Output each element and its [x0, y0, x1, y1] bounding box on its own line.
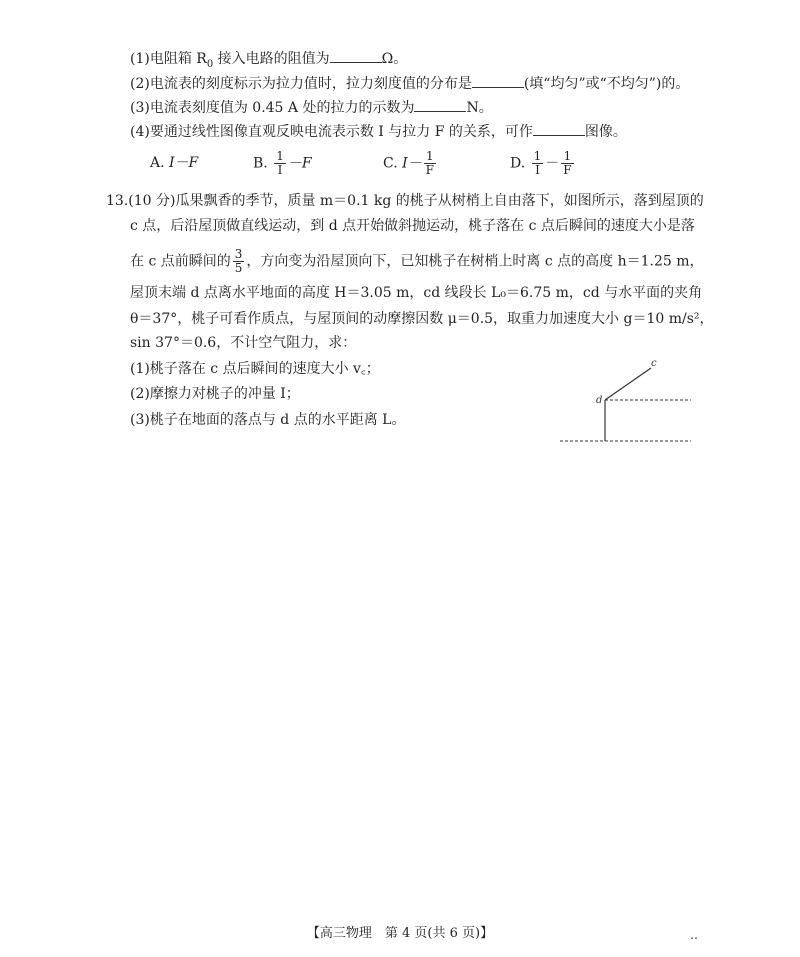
fraction: $\frac{1}{F}$: [425, 149, 434, 177]
point-c-label: c: [651, 358, 657, 369]
q13-line3: 在 c 点前瞬间的 $\frac{3}{5}$ ，方向变为沿屋顶向下，已知桃子在树梢上时离 c 点的高度 h＝1.25 m，: [130, 247, 704, 275]
q12-item2: (2)电流表的刻度标示为拉力值时，拉力刻度值的分布是 (填“均匀”或“不均匀”)的。: [130, 73, 689, 94]
q12-item3: (3)电流表刻度值为 0.45 A 处的拉力的示数为 N。: [130, 97, 493, 118]
roof-diagram: [558, 355, 698, 450]
q13-line5: θ＝37°，桃子可看作质点，与屋顶间的动摩擦因数 μ＝0.5，取重力加速度大小 g＝10 m/s²，: [130, 311, 714, 327]
page-footer: 【高三物理 第 4 页(共 6 页)】: [306, 926, 494, 941]
q13-line4: 屋顶末端 d 点离水平地面的高度 H＝3.05 m，cd 线段长 L₀＝6.75 m，cd 与水平面的夹角: [130, 285, 703, 301]
option-b: B. $\frac{1}{I}$ －F: [253, 149, 312, 177]
fraction: $\frac{3}{5}$: [234, 247, 243, 275]
fraction: $\frac{1}{I}$: [276, 149, 284, 177]
q13-sub3: (3)桃子在地面的落点与 d 点的水平距离 L。: [130, 412, 406, 428]
answer-blank: [472, 73, 524, 88]
q13-line1: 13.(10 分)瓜果飘香的季节，质量 m＝0.1 kg 的桃子从树梢上自由落下，如图所示，落到屋顶的: [106, 193, 704, 209]
q12-item4: (4)要通过线性图像直观反映电流表示数 I 与拉力 F 的关系，可作 图像。: [130, 121, 627, 142]
point-d-label: d: [596, 395, 603, 406]
option-c: C. I－ $\frac{1}{F}$: [383, 149, 434, 177]
q13-sub2: (2)摩擦力对桃子的冲量 I；: [130, 386, 300, 402]
roof-line-cd: [605, 368, 651, 400]
q13-line6: sin 37°＝0.6，不计空气阻力，求：: [130, 335, 357, 351]
option-a: A. I－F: [150, 155, 199, 171]
q12-item1: (1)电阻箱 $R_0$ 接入电路的阻值为 Ω。: [130, 48, 407, 75]
q13-sub1: (1)桃子落在 c 点后瞬间的速度大小 v꜀；: [130, 361, 380, 377]
corner-mark: ‥: [690, 928, 699, 942]
fraction: $\frac{1}{F}$: [563, 149, 572, 177]
option-d: D. $\frac{1}{I}$ － $\frac{1}{F}$: [510, 149, 572, 177]
fraction: $\frac{1}{I}$: [533, 149, 542, 177]
answer-blank: [533, 121, 585, 136]
q13-line2: c 点，后沿屋顶做直线运动，到 d 点开始做斜抛运动，桃子落在 c 点后瞬间的速度大小是落: [130, 218, 695, 234]
answer-blank: [414, 97, 466, 112]
answer-blank: [330, 48, 382, 63]
